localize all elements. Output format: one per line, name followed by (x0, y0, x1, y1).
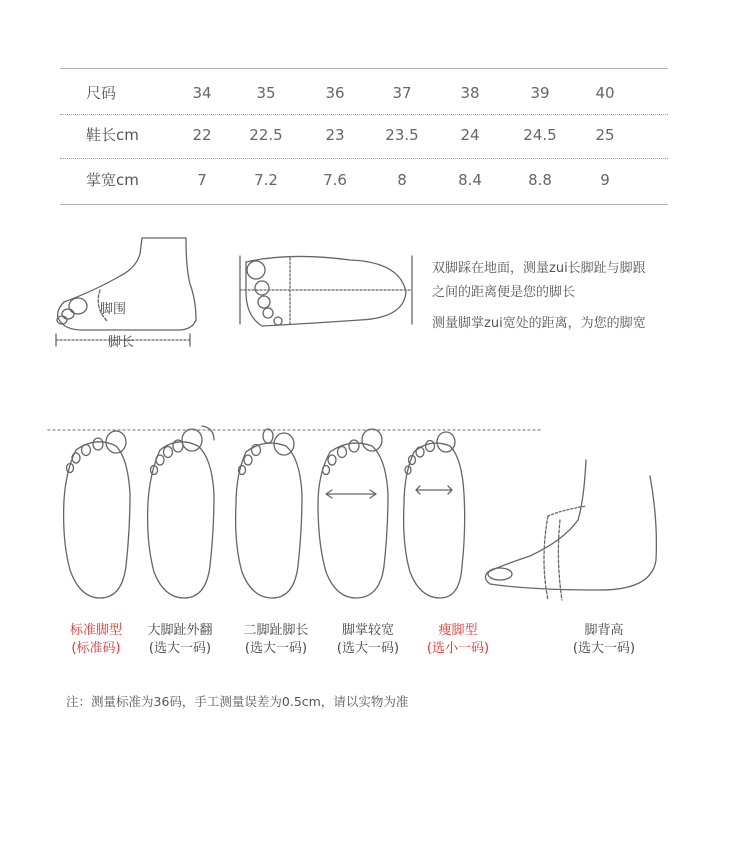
table-cell: 24.5 (523, 126, 557, 144)
foot-type-advice: (选大一码) (244, 641, 308, 656)
instruction-length-line2: 之间的距离便是您的脚长 (432, 285, 576, 300)
table-cell: 24 (460, 126, 480, 144)
foot-type-name: 二脚趾脚长 (243, 623, 309, 638)
table-cell: 8 (397, 171, 407, 189)
slim-foot-icon (404, 432, 465, 598)
foot-type-advice: (选大一码) (572, 641, 636, 656)
table-cell: 25 (595, 126, 615, 144)
table-cell: 9 (600, 171, 610, 189)
long-second-toe-foot-icon (236, 429, 302, 598)
row-label: 尺码 (86, 84, 117, 102)
foot-type-advice: (标准码) (71, 641, 121, 656)
foot-type-long-second-toe (226, 622, 326, 658)
foot-type-advice: (选大一码) (148, 641, 212, 656)
foot-type-name: 脚掌较宽 (341, 623, 394, 638)
standard-foot-icon (64, 431, 130, 598)
row-label: 鞋长cm (86, 126, 139, 144)
table-cell: 23.5 (385, 126, 419, 144)
table-cell: 38 (460, 84, 480, 102)
table-cell: 8.8 (528, 171, 552, 189)
wide-foot-icon (318, 429, 388, 598)
foot-type-name: 脚背高 (584, 623, 624, 638)
table-cell: 7.2 (254, 171, 278, 189)
table-cell: 40 (595, 84, 615, 102)
foot-type-high-instep (554, 622, 654, 658)
table-cell: 36 (325, 84, 345, 102)
foot-type-slim (408, 622, 508, 658)
row-label: 掌宽cm (86, 171, 139, 189)
table-cell: 23 (325, 126, 345, 144)
table-cell: 22.5 (249, 126, 283, 144)
table-cell: 35 (256, 84, 276, 102)
table-cell: 39 (530, 84, 550, 102)
side-foot-icon (56, 238, 196, 346)
measurement-note: 注：测量标准为36码，手工测量误差为0.5cm，请以实物为准 (66, 694, 409, 709)
high-instep-foot-icon (485, 460, 656, 600)
foot-type-name: 瘦脚型 (438, 623, 478, 638)
foot-type-bunion (130, 622, 230, 658)
table-cell: 37 (392, 84, 412, 102)
instruction-width: 测量脚掌zui宽处的距离，为您的脚宽 (432, 316, 646, 331)
sole-top-foot-icon (240, 256, 412, 326)
foot-type-name: 大脚趾外翻 (147, 623, 213, 638)
bunion-foot-icon (148, 426, 214, 598)
foot-type-name: 标准脚型 (69, 623, 122, 638)
instruction-length-line1: 双脚踩在地面，测量zui长脚趾与脚跟 (432, 261, 646, 276)
table-cell: 22 (192, 126, 212, 144)
table-cell: 34 (192, 84, 212, 102)
table-cell: 7 (197, 171, 207, 189)
foot-length-label: 脚长 (108, 335, 135, 350)
table-cell: 7.6 (323, 171, 347, 189)
foot-type-advice: (选大一码) (336, 641, 400, 656)
foot-type-wide (318, 622, 418, 658)
table-cell: 8.4 (458, 171, 482, 189)
foot-girth-label: 脚围 (100, 302, 127, 317)
foot-type-advice: (选小一码) (426, 641, 490, 656)
